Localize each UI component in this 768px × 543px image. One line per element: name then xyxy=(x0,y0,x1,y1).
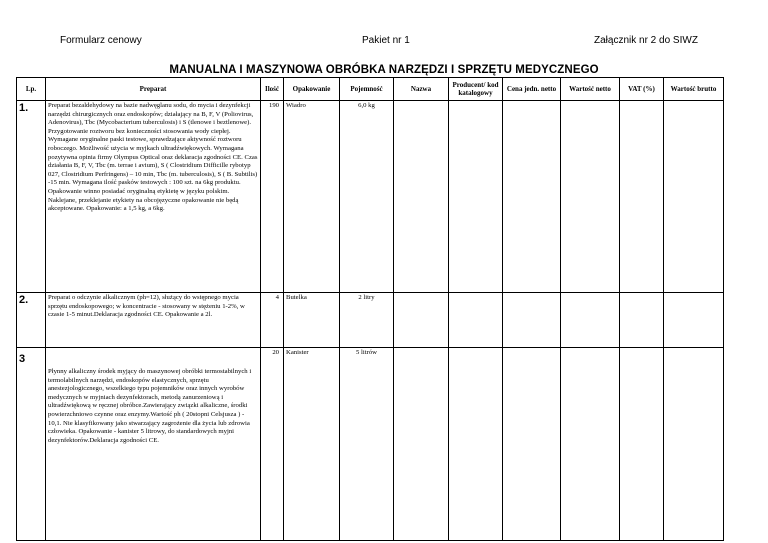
unit-price-cell[interactable] xyxy=(503,101,561,293)
table-row xyxy=(17,293,724,348)
product-description: Płynny alkaliczny środek myjący do maszynowej obróbki termostabilnych i termolabilnych narzędzi, endoskopów elastycznych, sprzętu anestezjologicznego, wszelkiego typu pojemników oraz innych wyrobów medycznych w myjniach dezynfektorach, metodą zanurzeniową i ultradźwiękową w ręcznej obróbce.Zawierający związki alkaliczne, środki powierzchniowo czynne oraz enzymy.Wartość ph ( 20stopni Celsjusza ) - 10,1. Nie klasyfikowany jako stwarzający zagrożenie dla życia lub zdrowia człowieka. Opakowanie - kanister 5 litrowy, do standardowych myjni dezynfektorów.Deklaracja zgodności CE. xyxy=(46,348,261,541)
net-value-cell[interactable] xyxy=(561,293,620,348)
col-header-ilosc: Ilość xyxy=(261,78,284,101)
gross-value-cell[interactable] xyxy=(664,348,724,541)
vat-cell[interactable] xyxy=(620,293,664,348)
col-header-preparat: Preparat xyxy=(46,78,261,101)
price-form-table xyxy=(16,77,724,541)
unit-price-cell[interactable] xyxy=(503,293,561,348)
product-description: Preparat o odczynie alkalicznym (ph=12), służący do wstępnego mycia sprzętu endoskopowego; w koncentracie - stosowany w stężeniu 1-2%, w czasie 1-5 minut.Deklaracja zgodności CE. Opakowanie a 2l. xyxy=(46,293,261,348)
name-cell[interactable] xyxy=(394,293,449,348)
col-header-lp: Lp. xyxy=(17,78,46,101)
producer-cell[interactable] xyxy=(449,293,503,348)
unit-price-cell[interactable] xyxy=(503,348,561,541)
capacity-cell: 2 litry xyxy=(340,293,394,348)
col-header-wartosc-brutto: Wartość brutto xyxy=(664,78,724,101)
quantity-cell: 190 xyxy=(261,101,284,293)
vat-cell[interactable] xyxy=(620,101,664,293)
quantity-cell: 20 xyxy=(261,348,284,541)
header-package-number: Pakiet nr 1 xyxy=(362,35,410,46)
producer-cell[interactable] xyxy=(449,101,503,293)
row-number: 1. xyxy=(17,101,46,293)
col-header-cena: Cena jedn. netto xyxy=(503,78,561,101)
package-cell: Kanister xyxy=(284,348,340,541)
col-header-nazwa: Nazwa xyxy=(394,78,449,101)
col-header-opakowanie: Opakowanie xyxy=(284,78,340,101)
name-cell[interactable] xyxy=(394,348,449,541)
header-attachment-label: Załącznik nr 2 do SIWZ xyxy=(594,35,698,46)
row-number: 2. xyxy=(17,293,46,348)
gross-value-cell[interactable] xyxy=(664,293,724,348)
gross-value-cell[interactable] xyxy=(664,101,724,293)
quantity-cell: 4 xyxy=(261,293,284,348)
table-row xyxy=(17,101,724,293)
capacity-cell: 5 litrów xyxy=(340,348,394,541)
package-cell: Butelka xyxy=(284,293,340,348)
table-row xyxy=(17,348,724,541)
col-header-vat: VAT (%) xyxy=(620,78,664,101)
net-value-cell[interactable] xyxy=(561,348,620,541)
producer-cell[interactable] xyxy=(449,348,503,541)
product-description: Preparat bezaldehydowy na bazie nadwęglanu sodu, do mycia i dezynfekcji narzędzi chirurgicznych oraz endoskopów; działający na B, F, V (Poliovirus, Adenovirus), Tbc (Mycobacterium tuberculosis) i S (tlenowe i beztlenowe). Przygotowanie roztworu bez konieczności stosowania wody ciepłej. Wymagane oryginalne paski testowe, sprawdzające aktywność roztworu roboczego. Możliwość użycia w myjkach ultradźwiękowych. Wymagana pozytywna opinia firmy Olympus Optical oraz deklaracja zgodności CE. Czas działania B, F, V, Tbc (m. terrae i avium), S ( Clostridium Difficille rybotyp 027, Clostridium Perfringens) – 10 min, Tbc (m. tuberculosis), S ( B. Subtilis) -15 min. Wymagana ilość pasków testowych : 100 szt. na 6kg produktu. Opakowanie winno posiadać oryginalną etykietę w języku polskim. Naklejane, przeklejanie etykiety na obcojęzyczne opakowanie nie będą akceptowane. Opakowanie: a 1,5 kg, a 6kg. xyxy=(46,101,261,293)
col-header-producent: Producent/ kod katalogowy xyxy=(449,78,503,101)
net-value-cell[interactable] xyxy=(561,101,620,293)
table-header-row xyxy=(17,78,724,101)
vat-cell[interactable] xyxy=(620,348,664,541)
package-cell: Wiadro xyxy=(284,101,340,293)
name-cell[interactable] xyxy=(394,101,449,293)
document-title: MANUALNA I MASZYNOWA OBRÓBKA NARZĘDZI I SPRZĘTU MEDYCZNEGO xyxy=(169,64,599,76)
col-header-pojemnosc: Pojemność xyxy=(340,78,394,101)
header-form-name: Formularz cenowy xyxy=(60,35,142,46)
col-header-wartosc-netto: Wartość netto xyxy=(561,78,620,101)
capacity-cell: 6,0 kg xyxy=(340,101,394,293)
row-number: 3 xyxy=(17,348,46,541)
